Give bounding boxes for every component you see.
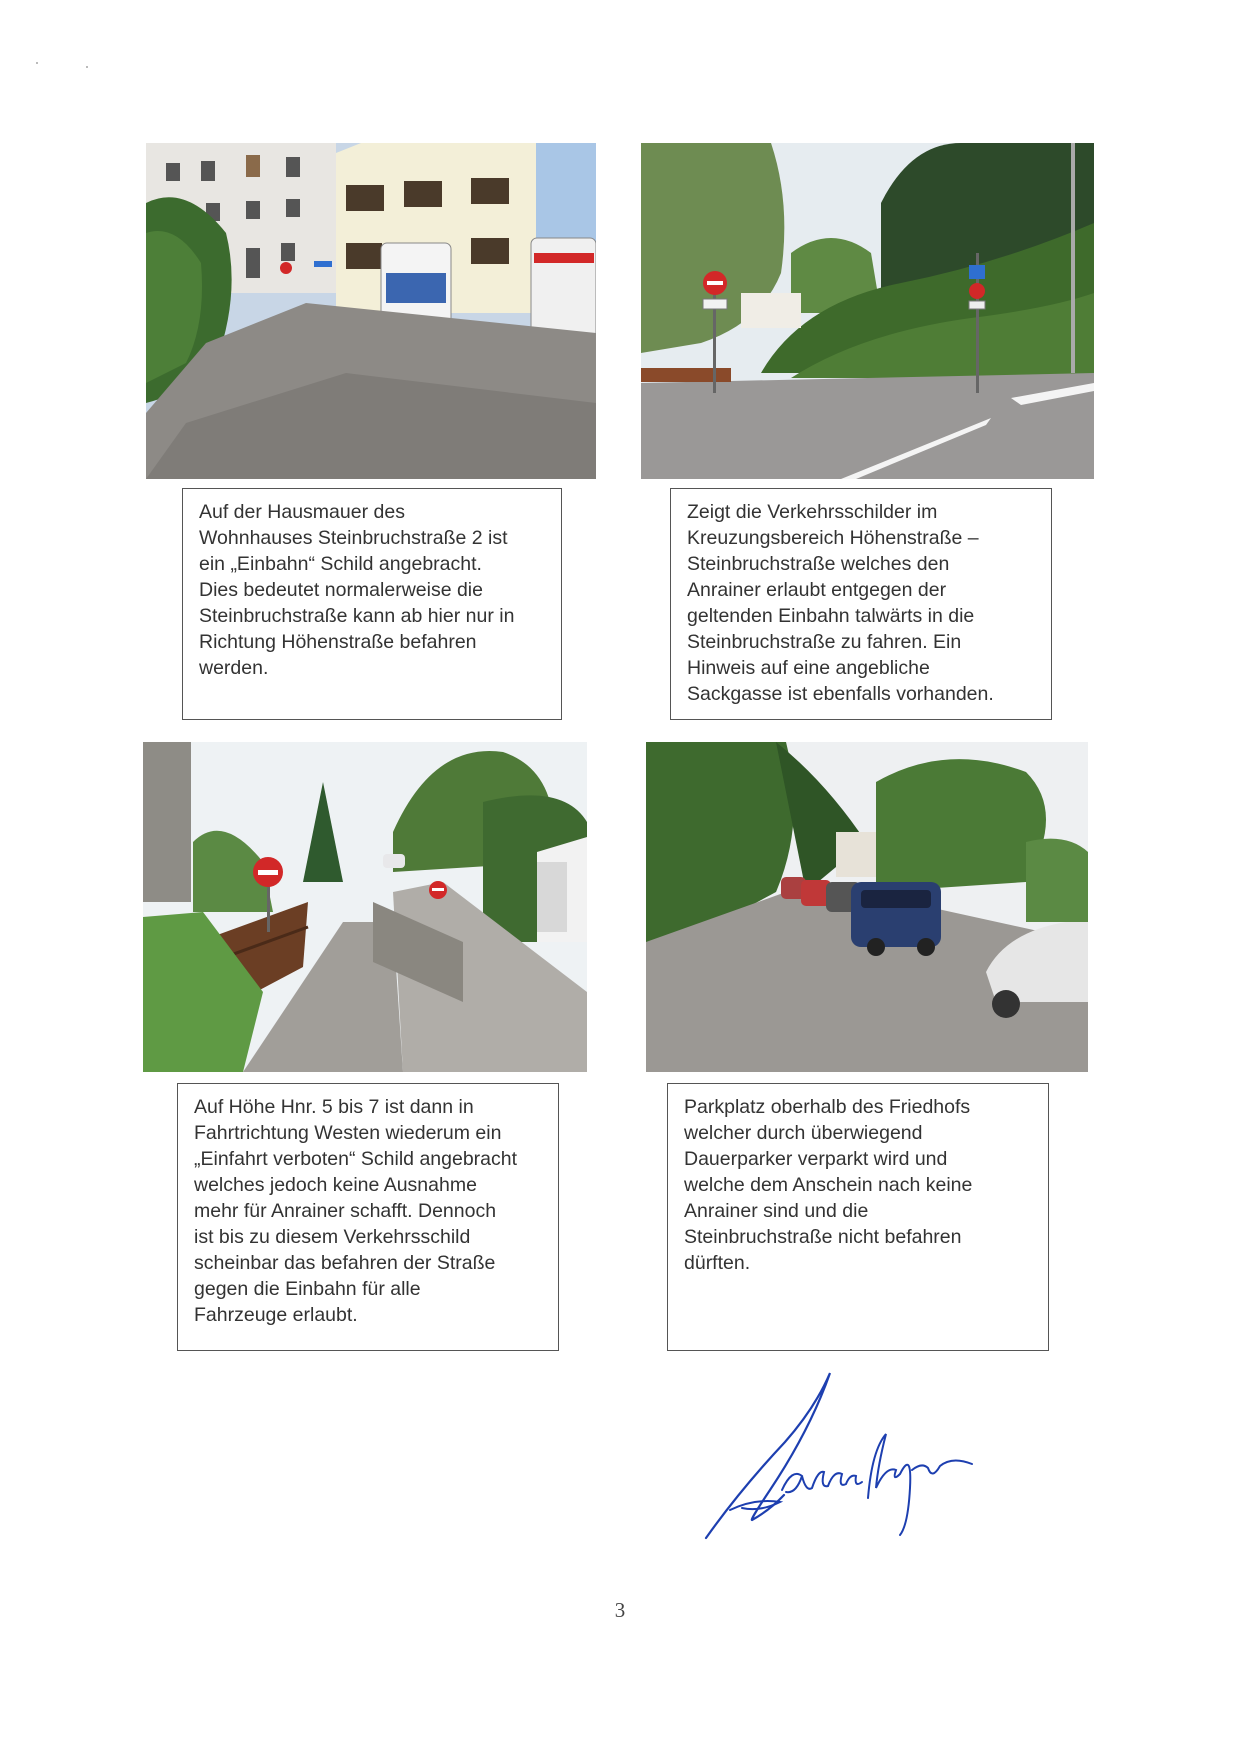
caption-line: Auf Höhe Hnr. 5 bis 7 ist dann in <box>194 1096 474 1118</box>
caption-line: Anrainer erlaubt entgegen der <box>687 579 947 601</box>
caption-line: welche dem Anschein nach keine <box>684 1174 973 1196</box>
caption-line: geltenden Einbahn talwärts in die <box>687 605 975 627</box>
caption-line: Parkplatz oberhalb des Friedhofs <box>684 1096 971 1118</box>
caption-line: welcher durch überwiegend <box>684 1122 923 1144</box>
caption-line: Steinbruchstraße zu fahren. Ein <box>687 631 962 653</box>
scan-speck <box>86 66 88 68</box>
caption-photo-3 <box>177 1083 559 1351</box>
caption-line: gegen die Einbahn für alle <box>194 1278 421 1300</box>
handwritten-signature <box>700 1370 1000 1545</box>
caption-line: Sackgasse ist ebenfalls vorhanden. <box>687 683 994 705</box>
caption-line: Fahrzeuge erlaubt. <box>194 1304 358 1326</box>
scan-speck <box>36 62 38 64</box>
caption-line: Anrainer sind und die <box>684 1200 869 1222</box>
caption-line: dürften. <box>684 1252 751 1274</box>
caption-line: Kreuzungsbereich Höhenstraße – <box>687 527 979 549</box>
caption-line: mehr für Anrainer schafft. Dennoch <box>194 1200 497 1222</box>
caption-line: „Einfahrt verboten“ Schild angebracht <box>194 1148 518 1170</box>
photo-intersection-signs <box>641 143 1094 479</box>
caption-line: ein „Einbahn“ Schild angebracht. <box>199 553 482 575</box>
caption-line: Steinbruchstraße nicht befahren <box>684 1226 962 1248</box>
caption-line: Dauerparker verparkt wird und <box>684 1148 948 1170</box>
caption-line: Dies bedeutet normalerweise die <box>199 579 483 601</box>
caption-line: scheinbar das befahren der Straße <box>194 1252 496 1274</box>
caption-line: Fahrtrichtung Westen wiederum ein <box>194 1122 502 1144</box>
page-number: 3 <box>614 1598 626 1622</box>
caption-photo-2 <box>670 488 1052 720</box>
photo-parking-lot <box>646 742 1088 1072</box>
photo-one-way-lane <box>143 742 587 1072</box>
caption-line: Zeigt die Verkehrsschilder im <box>687 501 938 523</box>
caption-line: welches jedoch keine Ausnahme <box>194 1174 477 1196</box>
caption-line: Steinbruchstraße welches den <box>687 553 950 575</box>
caption-line: Steinbruchstraße kann ab hier nur in <box>199 605 515 627</box>
caption-line: Auf der Hausmauer des <box>199 501 405 523</box>
caption-line: Richtung Höhenstraße befahren <box>199 631 477 653</box>
caption-line: Wohnhauses Steinbruchstraße 2 ist <box>199 527 508 549</box>
caption-photo-4 <box>667 1083 1049 1351</box>
photo-house-street <box>146 143 596 479</box>
caption-line: werden. <box>199 657 269 679</box>
caption-line: Hinweis auf eine angebliche <box>687 657 930 679</box>
caption-photo-1 <box>182 488 562 720</box>
caption-line: ist bis zu diesem Verkehrsschild <box>194 1226 471 1248</box>
